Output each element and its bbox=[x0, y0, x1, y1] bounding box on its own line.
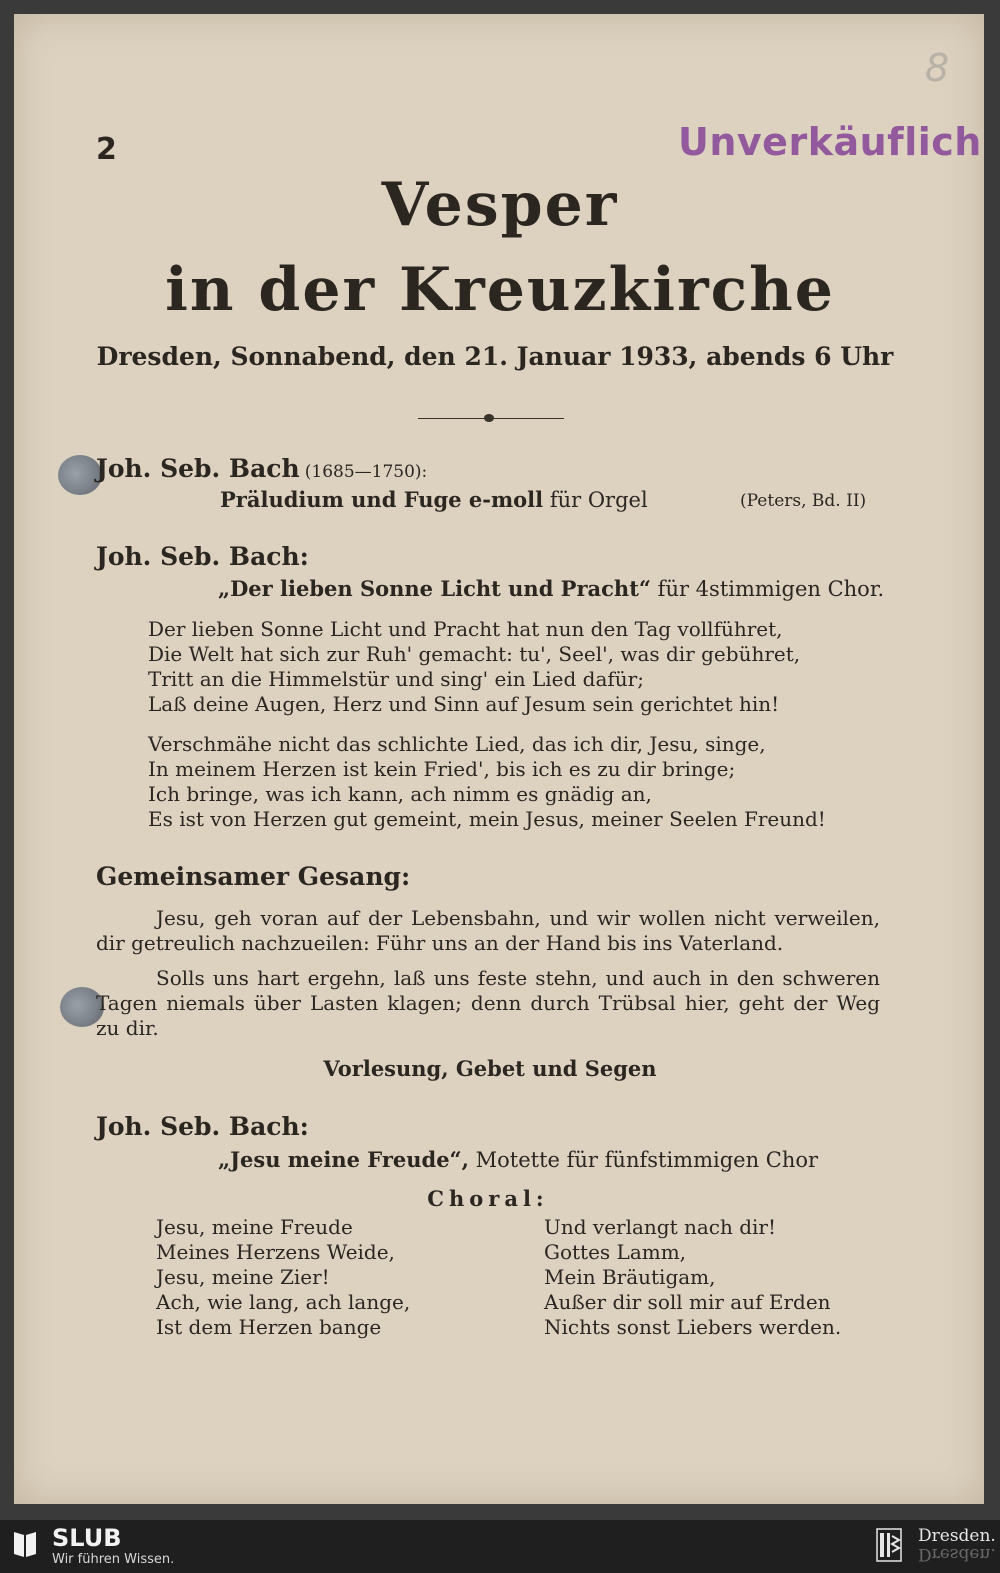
choral-line: Jesu, meine Freude bbox=[156, 1215, 353, 1239]
pencil-mark: 8 bbox=[925, 46, 950, 90]
work-instrument: für Orgel bbox=[549, 488, 648, 512]
work-instrumentation: für 4stimmigen Chor. bbox=[657, 577, 885, 601]
title-line-2: in der Kreuzkirche bbox=[165, 255, 835, 325]
verse-line: In meinem Herzen ist kein Fried', bis ich es zu dir bringe; bbox=[148, 757, 736, 781]
stanza-2 bbox=[148, 732, 826, 832]
choral-line: Ist dem Herzen bange bbox=[156, 1315, 382, 1339]
section4-work-line bbox=[218, 1147, 818, 1172]
verse-line: Verschmähe nicht das schlichte Lied, das ich dir, Jesu, singe, bbox=[148, 732, 766, 756]
title-line-1: Vesper bbox=[381, 170, 619, 240]
choral-column-left bbox=[156, 1215, 410, 1340]
liturgy-line: Vorlesung, Gebet und Segen bbox=[323, 1056, 657, 1081]
section3-heading: Gemeinsamer Gesang: bbox=[96, 862, 411, 891]
composer-dates: (1685—1750): bbox=[304, 462, 428, 482]
work-title: Präludium und Fuge e-moll bbox=[220, 487, 544, 512]
work-title: „Der lieben Sonne Licht und Pracht“ bbox=[218, 576, 651, 601]
edition-note: (Peters, Bd. II) bbox=[740, 491, 867, 511]
choral-line: Ach, wie lang, ach lange, bbox=[156, 1290, 411, 1314]
choral-heading: Choral: bbox=[427, 1186, 549, 1211]
verse-line: Die Welt hat sich zur Ruh' gemacht: tu', Seel', was dir gebühret, bbox=[148, 642, 801, 666]
choral-line: Außer dir soll mir auf Erden bbox=[544, 1290, 831, 1314]
composer-name: Joh. Seb. Bach bbox=[96, 454, 300, 483]
choral-line: Mein Bräutigam, bbox=[544, 1265, 716, 1289]
section2-composer: Joh. Seb. Bach: bbox=[96, 542, 309, 571]
section1-work-line bbox=[220, 487, 648, 512]
dresden-logo-text[interactable]: Dresden. bbox=[918, 1526, 996, 1546]
divider-ornament bbox=[484, 414, 494, 422]
choral-column-right bbox=[544, 1215, 841, 1340]
section1-header bbox=[96, 454, 427, 483]
slub-logo-text[interactable]: SLUB bbox=[52, 1524, 122, 1552]
dresden-coat-of-arms-icon bbox=[876, 1528, 902, 1562]
book-icon bbox=[12, 1528, 38, 1560]
verse-line: Tritt an die Himmelstür und sing' ein Lied dafür; bbox=[148, 667, 644, 691]
choral-line: Gottes Lamm, bbox=[544, 1240, 687, 1264]
viewer-footer bbox=[0, 1520, 1000, 1573]
subtitle-date: Dresden, Sonnabend, den 21. Januar 1933, abends 6 Uhr bbox=[96, 342, 894, 371]
stamp-unverkauflich: Unverkäuflich bbox=[678, 120, 982, 164]
dresden-logo-reflection: Dresden. bbox=[918, 1544, 996, 1564]
work-title: „Jesu meine Freude“, bbox=[218, 1147, 469, 1172]
page-number: 2 bbox=[96, 132, 117, 167]
choral-line: Meines Herzens Weide, bbox=[156, 1240, 395, 1264]
verse-line: Es ist von Herzen gut gemeint, mein Jesus, meiner Seelen Freund! bbox=[148, 807, 826, 831]
hymn-paragraph-1: Jesu, geh voran auf der Lebensbahn, und wir wollen nicht verweilen, dir getreulich nachzueilen: Führ uns an der Hand bis ins Vaterland. bbox=[96, 906, 880, 955]
verse-line: Ich bringe, was ich kann, ach nimm es gnädig an, bbox=[148, 782, 652, 806]
choral-line: Nichts sonst Liebers werden. bbox=[544, 1315, 842, 1339]
verse-line: Laß deine Augen, Herz und Sinn auf Jesum sein gerichtet hin! bbox=[148, 692, 780, 716]
hymn-paragraph-2: Solls uns hart ergehn, laß uns feste stehn, und auch in den schweren Tagen niemals über Lasten klagen; denn durch Trübsal hier, geht der Weg zu dir. bbox=[96, 966, 880, 1040]
choral-line: Jesu, meine Zier! bbox=[156, 1265, 330, 1289]
choral-line: Und verlangt nach dir! bbox=[544, 1215, 777, 1239]
work-instrumentation: Motette für fünfstimmigen Chor bbox=[475, 1148, 819, 1172]
slub-tagline: Wir führen Wissen. bbox=[52, 1552, 175, 1567]
verse-line: Der lieben Sonne Licht und Pracht hat nun den Tag vollführet, bbox=[148, 617, 783, 641]
stanza-1 bbox=[148, 617, 800, 717]
section4-composer: Joh. Seb. Bach: bbox=[96, 1112, 309, 1141]
section2-work-line bbox=[218, 576, 884, 601]
